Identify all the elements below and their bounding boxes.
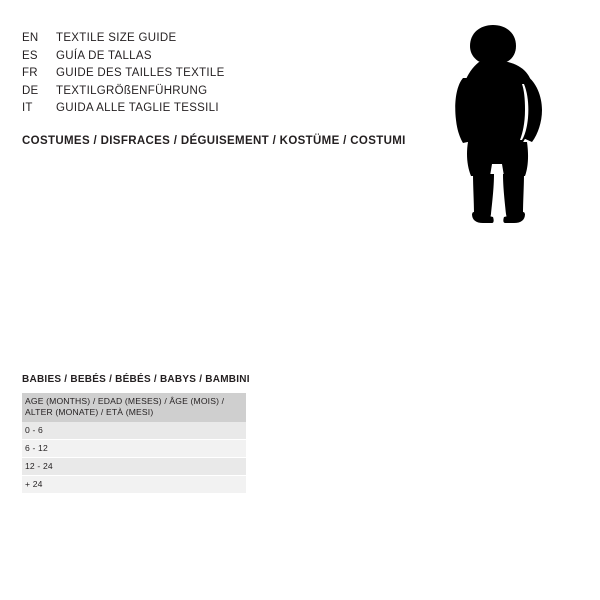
language-row-en xyxy=(22,30,352,48)
language-code-it: IT xyxy=(22,102,33,114)
language-row-fr xyxy=(22,65,352,83)
table-header-line-1: AGE (MONTHS) / EDAD (MESES) / ÂGE (MOIS) / xyxy=(25,396,225,406)
table-header xyxy=(22,393,246,422)
language-row-it xyxy=(22,100,352,118)
language-code-en: EN xyxy=(22,32,39,44)
table-title: BABIES / BEBÉS / BÉBÉS / BABYS / BAMBINI xyxy=(22,374,250,385)
language-text-fr: GUIDE DES TAILLES TEXTILE xyxy=(56,67,225,79)
language-code-de: DE xyxy=(22,84,39,97)
language-row-es xyxy=(22,48,352,66)
language-row-de xyxy=(22,83,352,101)
language-list xyxy=(22,30,352,118)
language-code-es: ES xyxy=(22,49,38,62)
costumes-heading: COSTUMES / DISFRACES / DÉGUISEMENT / KOSTÜME / COSTUMI xyxy=(22,135,406,147)
table-row: 0 - 6 xyxy=(22,422,246,440)
toddler-silhouette-icon xyxy=(432,24,562,224)
babies-size-table xyxy=(22,374,250,494)
language-code-fr: FR xyxy=(22,67,38,79)
language-text-it: GUIDA ALLE TAGLIE TESSILI xyxy=(56,102,219,114)
language-text-es: GUÍA DE TALLAS xyxy=(56,49,152,62)
language-text-en: TEXTILE SIZE GUIDE xyxy=(56,32,177,44)
table-row: 6 - 12 xyxy=(22,440,246,458)
table-row: 12 - 24 xyxy=(22,458,246,476)
language-text-de: TEXTILGRÖßENFÜHRUNG xyxy=(56,84,208,97)
table-header-line-2: ALTER (MONATE) / ETÀ (MESI) xyxy=(25,407,154,417)
table-row: + 24 xyxy=(22,476,246,494)
